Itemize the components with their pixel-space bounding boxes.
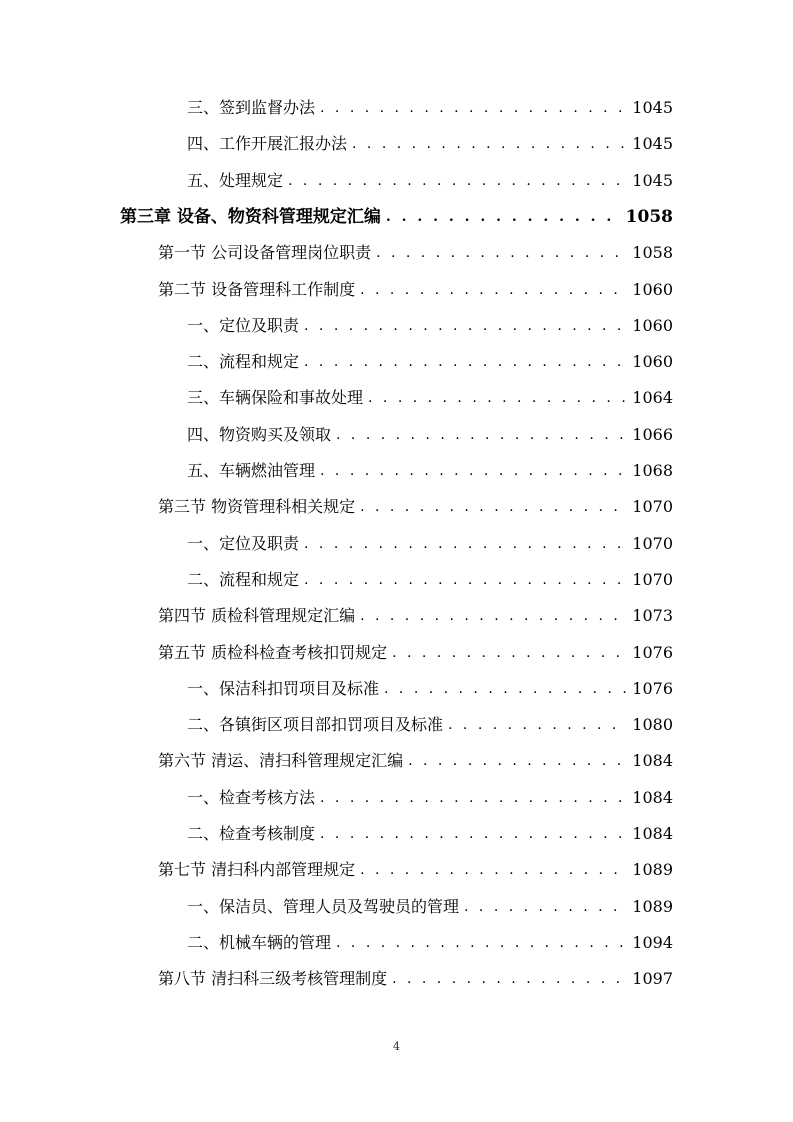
toc-entry-page: 1094	[632, 932, 673, 952]
toc-entry[interactable]	[158, 276, 673, 304]
toc-entry[interactable]	[187, 94, 673, 122]
toc-entry[interactable]	[187, 530, 673, 558]
toc-entry-label: 一、定位及职责	[187, 315, 300, 335]
toc-entry[interactable]	[158, 639, 673, 667]
toc-entry-page: 1073	[632, 606, 673, 626]
toc-entry[interactable]	[187, 566, 673, 594]
toc-entry-label: 二、流程和规定	[187, 352, 300, 372]
toc-entry-label: 第三章 设备、物资科管理规定汇编	[120, 206, 381, 227]
toc-dot-leader	[408, 747, 627, 775]
toc-entry[interactable]	[187, 820, 673, 848]
toc-entry-page: 1097	[632, 969, 673, 989]
toc-entry[interactable]	[158, 602, 673, 630]
toc-entry-label: 三、签到监督办法	[187, 98, 316, 117]
toc-entry-label: 第三节 物资管理科相关规定	[158, 497, 356, 517]
toc-entry-page: 1064	[632, 388, 673, 408]
toc-entry[interactable]	[158, 965, 673, 993]
toc-entry[interactable]	[187, 784, 673, 812]
toc-entry-page: 1084	[632, 751, 673, 771]
toc-dot-leader	[288, 167, 627, 195]
toc-entry-page: 1058	[625, 206, 673, 227]
toc-entry-label: 二、各镇街区项目部扣罚项目及标准	[187, 715, 444, 735]
toc-dot-leader	[352, 130, 627, 158]
toc-entry-page: 1076	[632, 642, 673, 662]
toc-entry-label: 五、处理规定	[187, 170, 284, 190]
toc-entry-page: 1080	[632, 715, 673, 735]
toc-entry-label: 二、检查考核制度	[187, 824, 316, 843]
toc-dot-leader	[320, 457, 627, 485]
toc-entry-page: 1045	[632, 98, 673, 117]
toc-dot-leader	[392, 965, 627, 993]
toc-entry[interactable]	[187, 348, 673, 376]
toc-entry[interactable]	[187, 675, 673, 703]
toc-entry[interactable]	[187, 312, 673, 340]
toc-entry-page: 1076	[632, 678, 673, 698]
toc-dot-leader	[320, 820, 627, 848]
toc-dot-leader	[360, 276, 627, 304]
toc-dot-leader	[304, 312, 627, 340]
toc-entry-label: 第一节 公司设备管理岗位职责	[158, 243, 372, 263]
toc-dot-leader	[448, 711, 627, 739]
toc-entry-page: 1084	[632, 824, 673, 843]
toc-dot-leader	[392, 639, 627, 667]
toc-entry[interactable]	[158, 493, 673, 521]
toc-entry-page: 1089	[632, 860, 673, 880]
toc-dot-leader	[320, 784, 627, 812]
toc-entry[interactable]	[187, 130, 673, 158]
toc-entry[interactable]	[187, 929, 673, 957]
toc-entry-page: 1045	[632, 134, 673, 154]
toc-entry[interactable]	[187, 167, 673, 195]
toc-dot-leader	[384, 675, 627, 703]
toc-entry[interactable]	[187, 384, 673, 412]
toc-dot-leader	[368, 384, 627, 412]
toc-entry-label: 第二节 设备管理科工作制度	[158, 279, 356, 299]
toc-entry-page: 1060	[632, 279, 673, 299]
toc-entry[interactable]	[187, 421, 673, 449]
toc-entry-page: 1068	[632, 461, 673, 480]
toc-entry-label: 第六节 清运、清扫科管理规定汇编	[158, 751, 404, 771]
toc-dot-leader	[304, 566, 627, 594]
toc-entry-page: 1060	[632, 352, 673, 372]
toc-entry[interactable]	[158, 239, 673, 267]
toc-entry[interactable]	[158, 856, 673, 884]
toc-dot-leader	[360, 856, 627, 884]
toc-entry-label: 一、检查考核方法	[187, 787, 316, 807]
toc-entry-page: 1045	[632, 170, 673, 190]
toc-dot-leader	[376, 239, 627, 267]
toc-dot-leader	[320, 94, 627, 122]
toc-entry-page: 1070	[632, 497, 673, 517]
toc-entry-page: 1084	[632, 787, 673, 807]
toc-entry[interactable]	[187, 457, 673, 485]
toc-dot-leader	[360, 493, 627, 521]
toc-entry-page: 1089	[632, 896, 673, 916]
toc-dot-leader	[304, 530, 627, 558]
toc-entry-label: 一、保洁科扣罚项目及标准	[187, 678, 380, 698]
toc-dot-leader	[336, 421, 627, 449]
toc-entry-label: 第五节 质检科检查考核扣罚规定	[158, 642, 388, 662]
toc-entry-page: 1060	[632, 315, 673, 335]
toc-entry-page: 1070	[632, 569, 673, 589]
toc-entry-label: 二、机械车辆的管理	[187, 932, 332, 952]
toc-dot-leader	[304, 348, 627, 376]
toc-dot-leader	[336, 929, 627, 957]
toc-entry-page: 1070	[632, 533, 673, 553]
toc-dot-leader	[386, 203, 621, 231]
toc-entry-label: 第七节 清扫科内部管理规定	[158, 860, 356, 880]
toc-entry-label: 四、工作开展汇报办法	[187, 134, 348, 154]
toc-entry-label: 三、车辆保险和事故处理	[187, 388, 364, 408]
toc-entry-label: 一、保洁员、管理人员及驾驶员的管理	[187, 896, 460, 916]
toc-entry[interactable]	[158, 747, 673, 775]
toc-entry-label: 第八节 清扫科三级考核管理制度	[158, 969, 388, 989]
toc-dot-leader	[464, 893, 627, 921]
toc-dot-leader	[360, 602, 627, 630]
toc-entry-page: 1058	[632, 243, 673, 263]
toc-entry[interactable]	[120, 203, 673, 231]
toc-entry[interactable]	[187, 711, 673, 739]
toc-entry-label: 第四节 质检科管理规定汇编	[158, 606, 356, 626]
toc-entry-page: 1066	[632, 424, 673, 444]
toc-entry[interactable]	[187, 893, 673, 921]
toc-entry-label: 四、物资购买及领取	[187, 424, 332, 444]
toc-entry-label: 一、定位及职责	[187, 533, 300, 553]
toc-entry-label: 五、车辆燃油管理	[187, 461, 316, 480]
page-number: 4	[393, 1040, 400, 1053]
toc-entry-label: 二、流程和规定	[187, 569, 300, 589]
